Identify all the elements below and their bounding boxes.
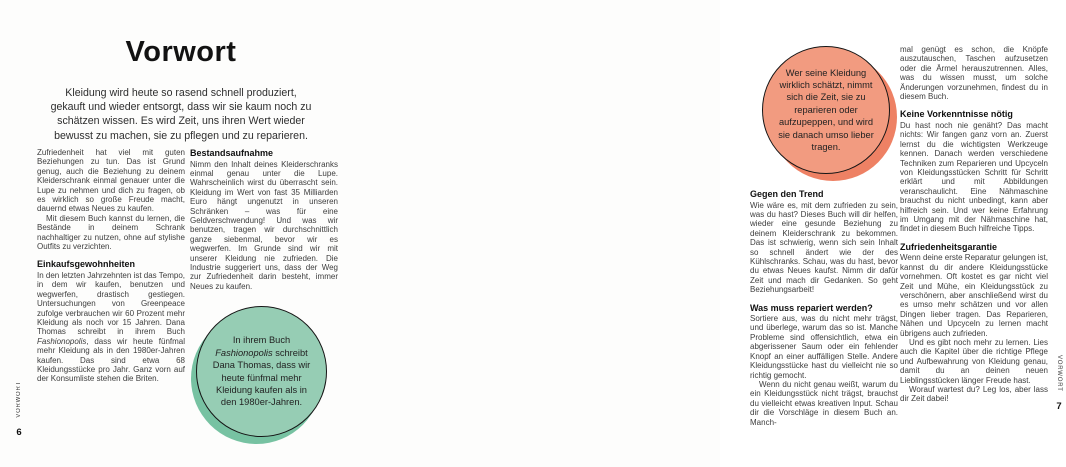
text-run: , dass wir heute fünfmal mehr Kleidung als in den 1980er-Jahren kaufen. Das sind etwa 68 Kleidungsstücke pro Jahr. Ganz vorn auf der Konsumliste stehen die Briten. [37, 336, 185, 384]
book-title-italic: Fashionopolis [215, 347, 273, 358]
page-right [360, 0, 1062, 467]
running-header: VORWORT [16, 381, 22, 418]
text-run: In den letzten Jahrzehnten ist das Tempo, in dem wir kaufen, benutzen und wegwerfen, drastisch gestiegen. Untersuchungen von Greenpeace zufolge verbrauchen wir 60 Prozent mehr Kleidung als noch vor 15 Jahren. Dana Thomas schreibt in ihrem Buch [37, 270, 185, 337]
left-column-2 [190, 148, 338, 291]
page-margin-left [12, 381, 26, 438]
paragraph: Worauf wartest du? Leg los, aber lass dir Zeit dabei! [900, 385, 1048, 404]
paragraph: Du hast noch nie genäht? Das macht nichts: Wir fangen ganz vorn an. Zuerst lernst du die wichtigsten Werkzeuge kennen. Danach werden verschiedene Techniken zum Reparieren und Upcyceln von Kleidungsstücken Schritt für Schritt erklärt und mit Abbildungen veranschaulicht. Eine Nähmaschine brauchst du nicht unbedingt, kann aber hilfreich sein. Und wer keine Erfahrung im Umgang mit der Nähmaschine hat, findet in diesem Buch hilfreiche Tipps. [900, 120, 1048, 234]
paragraph: Wenn deine erste Reparatur gelungen ist, kannst du dir andere Kleidungsstücke vornehmen. Oft kostet es gar nicht viel Zeit und Mühe, ein Kleidungsstück zu verschönern, aber anschließend wirst du es umso mehr schätzen und vor allen Dingen lieber tragen. Das Reparieren, Nähen und Upcyceln zu lernen macht übrigens auch zufrieden. [900, 253, 1048, 338]
section-heading: Was muss repariert werden? [750, 302, 873, 313]
section-heading: Zufriedenheitsgarantie [900, 241, 998, 252]
chapter-intro: Kleidung wird heute so rasend schnell produziert, gekauft und wieder entsorgt, dass wir sie kaum noch zu schätzen wissen. Es wird Zeit, uns ihren Wert wieder bewusst zu machen, sie zu pflegen und zu reparieren. [50, 87, 312, 142]
text-run: schreibt Dana Thomas, dass wir heute fünfmal mehr Kleidung kaufen als in den 1980er-Jahren. [212, 347, 311, 408]
paragraph: Zufriedenheit hat viel mit guten Beziehungen zu tun. Das ist Grund genug, auch die Beziehung zu deinem Kleiderschrank einmal genauer unter die Lupe zu nehmen und dich zu fragen, ob es wirklich so große Freude macht, dauernd etwas Neues zu kaufen. [37, 148, 185, 214]
page-number: 7 [1056, 400, 1062, 412]
page-margin-right [1052, 355, 1066, 412]
book-title-italic: Fashionopolis [37, 336, 87, 346]
paragraph: Nimm den Inhalt deines Kleiderschranks einmal genau unter die Lupe. Wahrscheinlich wirst du überrascht sein. Kleidung im Wert von fast 35 Milliarden Euro hängt ungenutzt in unseren Schränken – was für eine Geldverschwendung! Und was wir benutzen, tragen wir durchschnittlich ganze siebenmal, bevor wir es wegwerfen. Im Grunde sind wir mit unserer Kleidung nie zufrieden. Die Industrie suggeriert uns, dass der Weg zur Zufriedenheit darin besteht, immer Neues zu kaufen. [190, 159, 338, 291]
section-heading: Einkaufsgewohnheiten [37, 259, 136, 270]
callout-text [210, 334, 313, 408]
section-heading: Bestandsaufnahme [190, 148, 274, 158]
paragraph: Mit diesem Buch kannst du lernen, die Bestände in deinem Schrank nachhaltiger zu nutzen, ohne auf stylishe Outfits zu verzichten. [37, 213, 185, 252]
paragraph: Wie wäre es, mit dem zufrieden zu sein, was du hast? Dieses Buch will dir helfen, wieder eine gesunde Beziehung zu deinem Kleiderschrank zu bekommen. Das ist schwierig, wenn sich sein Inhalt so schnell ändert wie der des Kühlschranks. Schau, was du hast, bevor du etwas Neues kaufst. Nimm dir dafür Zeit und mach dir Gedanken. So geht Beziehungsarbeit! [750, 200, 898, 295]
right-column-1 [750, 189, 898, 427]
circle-callout [196, 306, 327, 437]
paragraph: Wenn du nicht genau weißt, warum du ein Kleidungsstück nicht trägst, brauchst du vielleicht etwas kreativen Input. Schau dir die Vorschläge in diesem Buch an. Manch- [750, 379, 898, 427]
paragraph: Sortiere aus, was du nicht mehr trägst, und überlege, warum das so ist. Manche Probleme sind offensichtlich, etwa ein abgerissener Saum oder ein fehlender Knopf an einer auffälligen Stelle. Andere Kleidungsstücke hast du vielleicht nie so richtig gemocht. [750, 314, 898, 380]
highlight-circle-teal [196, 306, 327, 437]
paragraph [37, 271, 185, 384]
text-run: In ihrem Buch [232, 335, 291, 346]
running-header: VORWORT [1056, 355, 1062, 392]
paragraph: mal genügt es schon, die Knöpfe auszutauschen, Taschen aufzusetzen oder die Ärmel herauszutrennen. Alles, was du wissen musst, um solche Änderungen vorzunehmen, findest du in diesem Buch. [900, 45, 1048, 102]
page-number: 6 [16, 426, 22, 438]
left-column-1 [37, 148, 185, 384]
highlight-circle-salmon [762, 46, 890, 174]
chapter-title: Vorwort [125, 36, 237, 68]
callout-text: Wer seine Kleidung wirklich schätzt, nimmt sich die Zeit, sie zu reparieren oder aufzupeppen, und wird sie danach umso lieber tragen. [778, 67, 874, 153]
page-left [0, 0, 360, 467]
section-heading: Gegen den Trend [750, 189, 824, 199]
paragraph: Und es gibt noch mehr zu lernen. Lies auch die Kapitel über die richtige Pflege und Aufbewahrung von Kleidung genau, damit du an deinen neuen Lieblingsstücken länger Freude hast. [900, 337, 1048, 385]
section-heading: Keine Vorkenntnisse nötig [900, 109, 1013, 120]
right-column-2 [900, 45, 1048, 404]
circle-callout [762, 46, 890, 174]
